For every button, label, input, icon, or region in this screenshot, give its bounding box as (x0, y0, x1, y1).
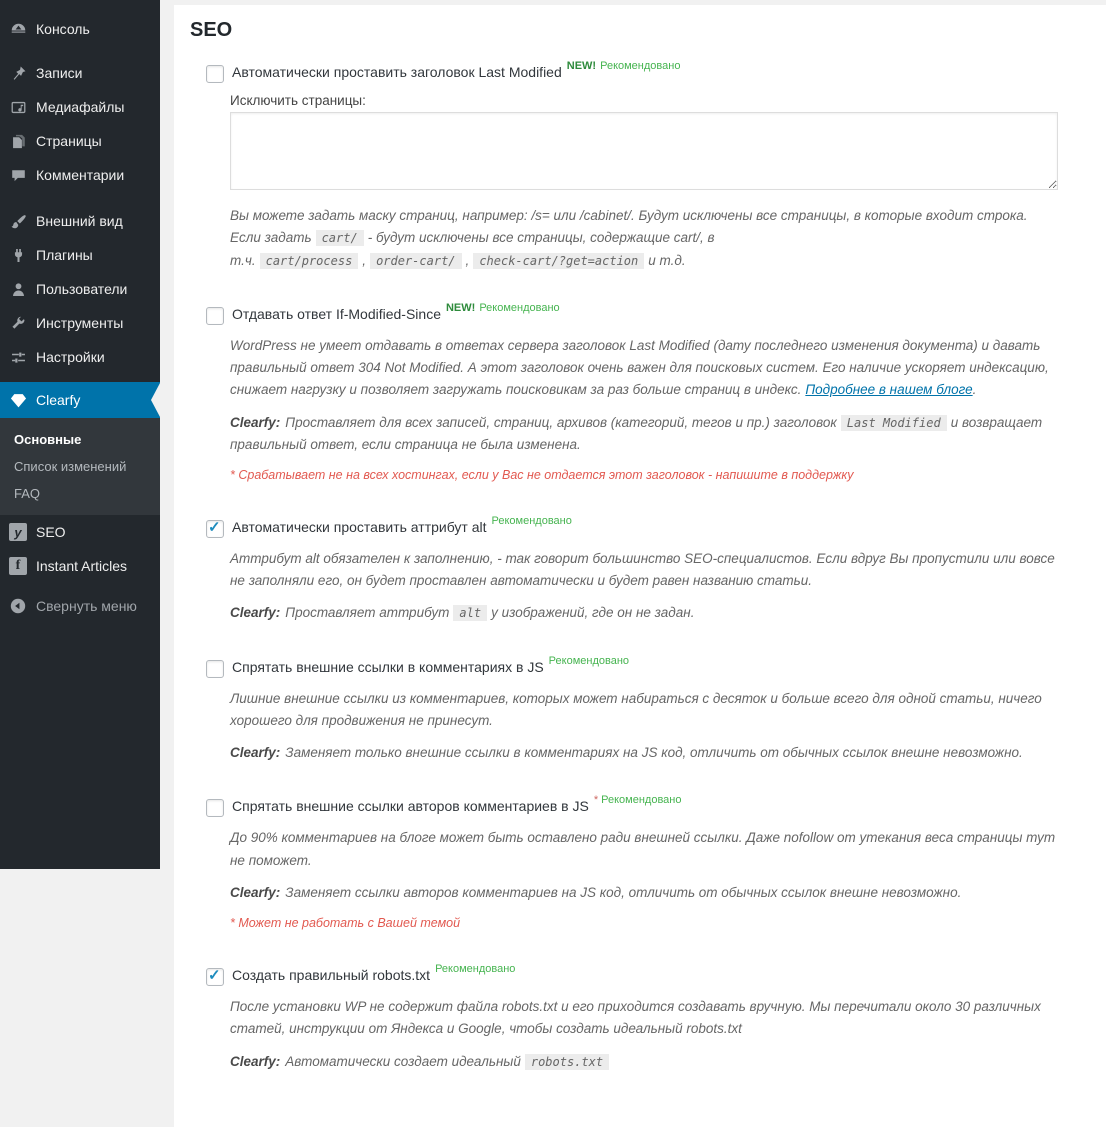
checkbox-hide-author-links[interactable] (206, 799, 224, 817)
sidebar-item-clearfy[interactable] (0, 382, 160, 418)
clearfy-note (230, 1051, 1058, 1073)
option-hide-comment-author-links (206, 794, 1058, 933)
option-label-text: Спрятать внешние ссылки авторов комментариев в JS (232, 798, 589, 815)
sidebar-item-appearance[interactable] (0, 204, 160, 238)
clearfy-prefix: Clearfy: (230, 745, 281, 761)
option-label-text: Создать правильный robots.txt (232, 967, 431, 984)
warning-note: * Может не работать с Вашей темой (230, 916, 461, 931)
submenu-item-label: Список изменений (14, 459, 127, 474)
code-chip: robots.txt (525, 1054, 609, 1070)
clearfy-text: Заменяет только внешние ссылки в комментариях на JS код, отличить от обычных ссылок внешне невозможно. (285, 745, 1023, 761)
hint-text: и т.д. (648, 252, 686, 268)
option-label[interactable] (232, 301, 560, 322)
sidebar-item-comments[interactable] (0, 158, 160, 192)
option-last-modified-header (206, 60, 1058, 272)
option-robots-txt (206, 963, 1058, 1073)
sidebar-item-label: Instant Articles (36, 558, 128, 574)
hint-text: Если задать (230, 230, 312, 246)
comment-icon (8, 165, 28, 185)
code-chip: alt (453, 605, 487, 621)
diamond-icon (8, 390, 28, 410)
option-label[interactable] (232, 963, 516, 984)
dashboard-icon (8, 19, 28, 39)
option-label-text: Автоматически проставить аттрибут alt (232, 518, 487, 535)
hint-line-1: Вы можете задать маску страниц, например: /s= или /cabinet/. Будут исключены все страницы, в которые входит строка. (230, 208, 1028, 223)
sidebar-item-posts[interactable] (0, 56, 160, 90)
option-label[interactable] (232, 60, 681, 80)
collapse-arrow-icon (8, 596, 28, 616)
new-badge: NEW! (566, 60, 597, 72)
submenu-item-general[interactable] (0, 426, 160, 453)
submenu-item-changelog[interactable] (0, 453, 160, 480)
new-badge: NEW! (445, 301, 476, 314)
sidebar-item-seo[interactable] (0, 515, 160, 549)
sidebar-item-label: Записи (36, 65, 83, 81)
checkbox-hide-comment-links[interactable] (206, 660, 224, 678)
sidebar-item-label: Пользователи (36, 281, 128, 297)
description-text: . (972, 382, 977, 398)
submenu-item-label: FAQ (14, 486, 41, 501)
user-icon (8, 279, 28, 299)
recommended-badge: Рекомендовано (601, 794, 682, 807)
recommended-badge: Рекомендовано (600, 60, 681, 72)
sliders-icon (8, 347, 28, 367)
pin-icon (8, 63, 28, 83)
sidebar-item-label: Медиафайлы (36, 99, 125, 115)
clearfy-text: Заменяет ссылки авторов комментариев на JS код, отличить от обычных ссылок внешне невозможно. (285, 885, 962, 900)
recommended-badge: Рекомендовано (435, 963, 516, 976)
option-alt-attribute (206, 514, 1058, 625)
pages-icon (8, 131, 28, 151)
option-badges (567, 60, 681, 72)
sidebar-item-instant-articles[interactable] (0, 549, 160, 583)
checkbox-last-modified[interactable] (206, 65, 224, 83)
clearfy-text: и возвращает правильный ответ, если страница не была изменена. (230, 414, 1043, 452)
sidebar-item-users[interactable] (0, 272, 160, 306)
warning-note: * Срабатывает не на всех хостингах, если у Вас не отдается этот заголовок - напишите в поддержку (230, 468, 854, 483)
sidebar-item-label: Clearfy (36, 392, 81, 408)
option-label[interactable] (232, 514, 572, 535)
code-chip: order-cart/ (370, 253, 461, 269)
sidebar-item-label: Консоль (36, 21, 90, 37)
blog-link[interactable]: Подробнее в нашем блоге (805, 382, 973, 398)
checkbox-alt-attribute[interactable] (206, 520, 224, 538)
sidebar-item-label: Плагины (36, 247, 93, 263)
option-label[interactable] (232, 654, 630, 675)
media-icon (8, 97, 28, 117)
option-hide-comment-links (206, 654, 1058, 765)
clearfy-note (230, 882, 1058, 904)
facebook-icon (8, 556, 28, 576)
sidebar-item-label: Комментарии (36, 167, 125, 183)
clearfy-prefix: Clearfy: (230, 885, 281, 900)
menu-separator (0, 374, 160, 382)
menu-separator (0, 46, 160, 56)
option-description: Аттрибут alt обязателен к заполнению, - так говорит большинство SEO-специалистов. Если вдруг Вы пропустили или вовсе не заполняли его, он будет проставлен автоматически и будет равен названию статьи. (230, 550, 1055, 589)
sidebar-item-label: Инструменты (36, 315, 124, 331)
code-chip: check-cart/?get=action (473, 253, 644, 269)
option-description: После установки WP не содержит файла robots.txt и его приходится создавать вручную. Мы перечитали около 30 различных статей, инструкции от Яндекса и Google, чтобы создать идеальный robots.txt (230, 999, 1041, 1037)
option-badges (446, 302, 560, 314)
sidebar-item-label: Страницы (36, 133, 102, 149)
star-badge: * (593, 794, 599, 807)
clearfy-text: Проставляет аттрибут (285, 605, 450, 621)
recommended-badge: Рекомендовано (479, 301, 560, 314)
code-chip: cart/process (260, 253, 359, 269)
submenu-item-faq[interactable] (0, 480, 160, 507)
option-label-text: Отдавать ответ If-Modified-Since (232, 305, 441, 322)
brush-icon (8, 211, 28, 231)
code-chip: Last Modified (841, 415, 947, 431)
description-text: WordPress не умеет отдавать в ответах сервера заголовок Last Modified (дату последнего изменения документа) и давать правильный ответ 304 Not Modified. А этот заголовок очень важен для поисковых систем. Его наличие ускоряет индексацию, снижает нагрузку и позволяет загружать поисковикам за раз больше страниц в индекс. (230, 337, 1049, 398)
clearfy-text: у изображений, где он не задан. (491, 605, 695, 621)
hint-text: , (465, 252, 470, 268)
option-description: Лишние внешние ссылки из комментариев, которых может набираться с десяток и больше всего для одной статьи, ничего хорошего для продвижения не принесут. (230, 690, 1042, 728)
option-if-modified-since (206, 301, 1058, 485)
exclude-pages-hint (230, 205, 1058, 272)
option-badges (492, 515, 572, 527)
admin-content (160, 0, 1106, 1069)
clearfy-prefix: Clearfy: (230, 1053, 281, 1069)
option-label-text: Автоматически проставить заголовок Last Modified (232, 64, 562, 80)
option-label[interactable] (232, 794, 682, 815)
clearfy-text: Проставляет для всех записей, страниц, архивов (категорий, тегов и пр.) заголовок (285, 414, 837, 430)
hint-text: - будут исключены все страницы, содержащие cart/, в т.ч. (230, 230, 715, 268)
option-badges (549, 655, 629, 667)
sidebar-item-settings[interactable] (0, 340, 160, 374)
code-chip: cart/ (316, 230, 364, 246)
sidebar-item-label: SEO (36, 524, 66, 540)
menu-separator (0, 192, 160, 204)
option-description (230, 335, 1058, 402)
clearfy-note (230, 742, 1058, 764)
checkbox-robots-txt[interactable] (206, 968, 224, 986)
plug-icon (8, 245, 28, 265)
option-badges (435, 963, 515, 975)
submenu-item-label: Основные (14, 432, 82, 447)
admin-sidebar (0, 0, 160, 869)
option-badges (594, 794, 682, 806)
clearfy-prefix: Clearfy: (230, 414, 281, 430)
collapse-menu-button[interactable] (0, 589, 160, 623)
clearfy-submenu (0, 418, 160, 515)
option-description: До 90% комментариев на блоге может быть оставлено ради внешней ссылки. Даже nofollow от утекания веса страницы тут не поможет. (230, 830, 1056, 868)
hint-text: , (362, 252, 367, 268)
clearfy-note (230, 412, 1058, 457)
sidebar-item-tools[interactable] (0, 306, 160, 340)
settings-panel (174, 5, 1106, 1127)
recommended-badge: Рекомендовано (491, 514, 572, 527)
yoast-seo-icon (8, 522, 28, 542)
exclude-pages-label: Исключить страницы: (230, 93, 366, 108)
exclude-pages-textarea[interactable] (230, 112, 1058, 190)
sidebar-item-label: Настройки (36, 349, 105, 365)
recommended-badge: Рекомендовано (548, 654, 630, 667)
clearfy-text: Автоматически создает идеальный (285, 1053, 521, 1069)
option-label-text: Спрятать внешние ссылки в комментариях в JS (232, 658, 544, 675)
collapse-menu-label: Свернуть меню (36, 598, 137, 614)
wrench-icon (8, 313, 28, 333)
page-title: SEO (190, 19, 233, 41)
sidebar-item-dashboard[interactable] (0, 12, 160, 46)
sidebar-item-media[interactable] (0, 90, 160, 124)
clearfy-prefix: Clearfy: (230, 605, 281, 621)
checkbox-if-modified-since[interactable] (206, 307, 224, 325)
sidebar-item-plugins[interactable] (0, 238, 160, 272)
sidebar-item-pages[interactable] (0, 124, 160, 158)
clearfy-note (230, 602, 1058, 624)
sidebar-item-label: Внешний вид (36, 213, 123, 229)
